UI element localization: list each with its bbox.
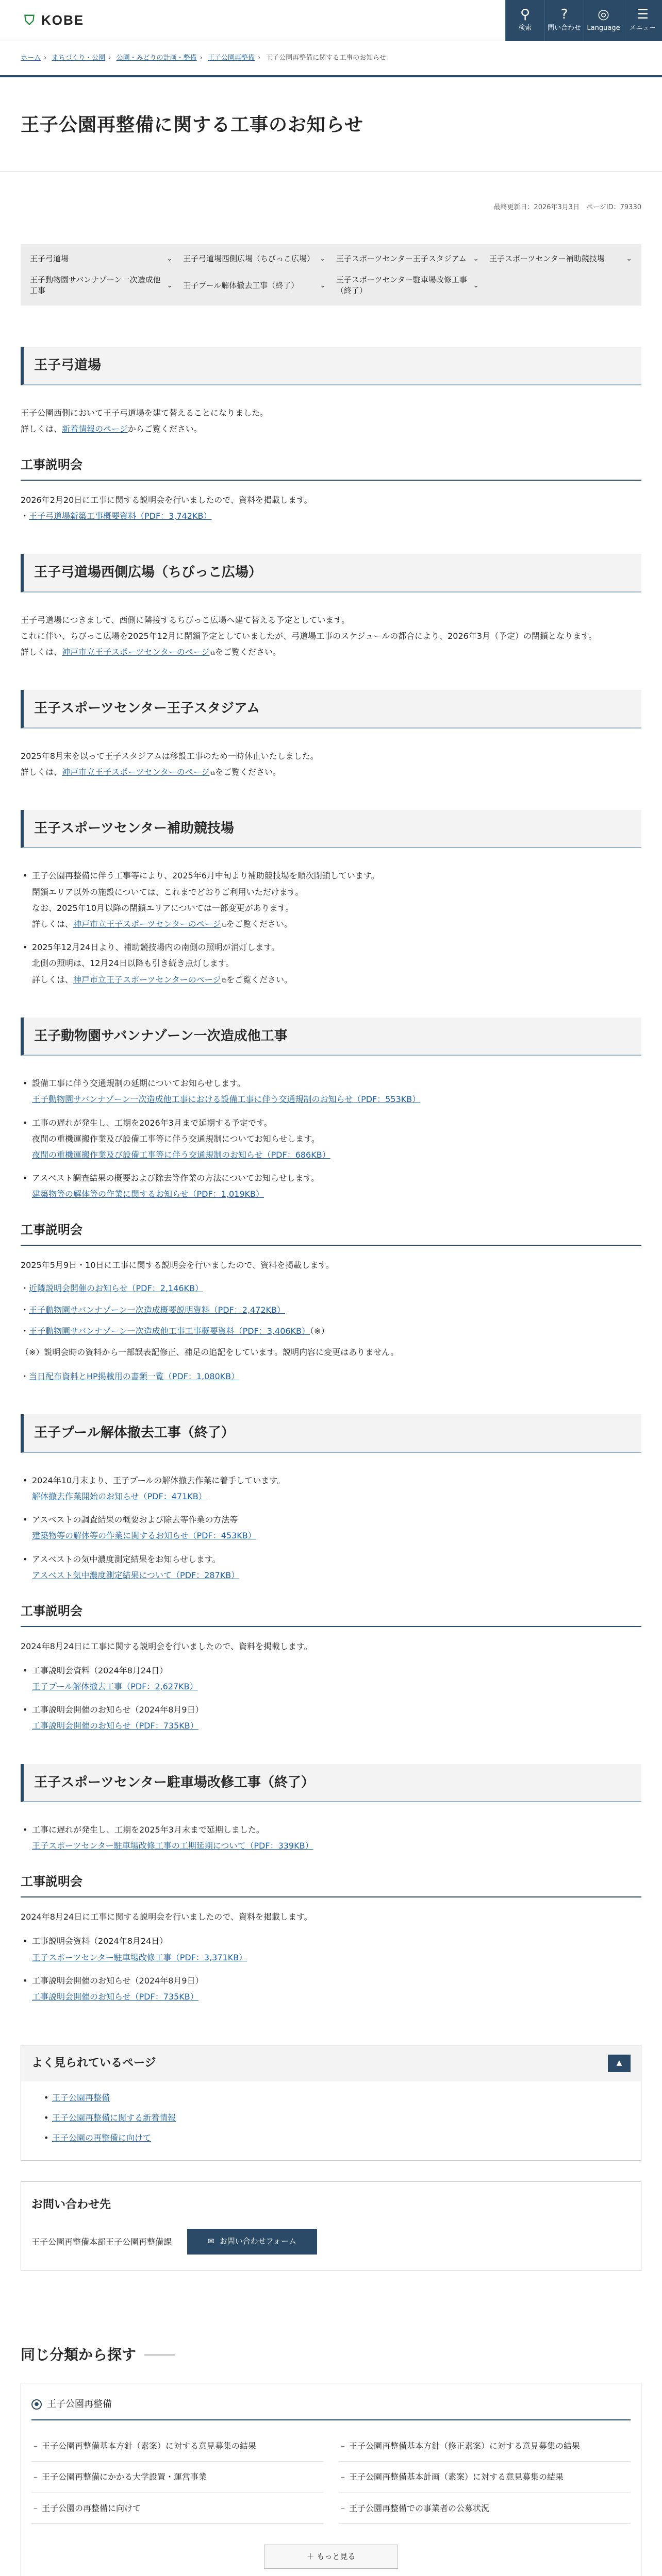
- anchor-link[interactable]: [489, 250, 632, 267]
- section-heading: 王子弓道場西側広場（ちびっこ広場）: [21, 554, 641, 592]
- paragraph: 2025年8月末を以って王子スタジアムは移設工事のため一時休止いたしました。: [21, 751, 319, 761]
- breadcrumb-item[interactable]: ホーム: [21, 54, 41, 62]
- text: [32, 1187, 641, 1201]
- menu-icon: ☰: [636, 7, 649, 23]
- breadcrumb-separator: ›: [200, 54, 203, 62]
- paragraph: 王子弓道場につきまして、西側に隣接するちびっこ広場へ建て替える予定としています。: [21, 615, 350, 625]
- text: [32, 1529, 641, 1543]
- chevron-down-icon: ⌄: [626, 255, 632, 263]
- title-band: [0, 75, 662, 172]
- list-item: [21, 1823, 641, 1853]
- list-item: ・王子動物園サバンナゾーン一次造成概要説明資料（PDF：2,472KB）: [21, 1304, 286, 1315]
- text: をご覧ください。: [215, 647, 282, 657]
- text: [32, 1719, 641, 1733]
- text: • アスベストの気中濃度測定結果をお知らせします。: [32, 1554, 221, 1564]
- text: をご覧ください。: [215, 767, 282, 777]
- title-text: 同じ分類から探す: [21, 2346, 137, 2363]
- section-body: [21, 1910, 641, 2004]
- list-item: [21, 1171, 641, 1201]
- list-item: [21, 869, 641, 931]
- sports-center-link[interactable]: 神戸市立王子スポーツセンターのページ: [62, 767, 210, 777]
- category-name: 王子公園再整備: [47, 2398, 112, 2410]
- text: 詳しくは、: [21, 423, 62, 434]
- paragraph: これに伴い、ちびっこ広場を2025年12月に閉鎖予定としていましたが、弓道場工事のスケジュールの都合により、2026年3月（予定）の閉鎖となります。: [21, 631, 597, 641]
- pdf-link[interactable]: 近隣説明会開催のお知らせ（PDF：2,146KB）: [29, 1283, 203, 1294]
- page-meta: 最終更新日：2026年3月3日 ページID：79330: [493, 204, 641, 212]
- paragraph: 2025年5月9日・10日に工事に関する説明会を行いましたので、資料を掲載します。: [21, 1260, 334, 1270]
- category-heading: [31, 2397, 631, 2421]
- list-item: [42, 2111, 620, 2125]
- search-button[interactable]: [505, 0, 544, 41]
- text: 夜間の重機運搬作業及び設備工事等に伴う交通規制についてお知らせします。: [32, 1133, 320, 1144]
- bullet-list: [21, 1664, 641, 1733]
- text: • 工事の遅れが発生し、工期を2026年3月まで延期する予定です。: [32, 1117, 272, 1128]
- text: [32, 1680, 641, 1693]
- text: • 設備工事に伴う交通規制の延期についてお知らせします。: [32, 1078, 245, 1089]
- link-list: [21, 1281, 641, 1338]
- list-item: [42, 2091, 620, 2105]
- pdf-link[interactable]: 王子弓道場新築工事概要資料（PDF：3,742KB）: [29, 511, 212, 521]
- section-body: [21, 749, 641, 779]
- same-category: [21, 2343, 641, 2576]
- external-link-icon: ⧉: [210, 769, 215, 776]
- note: （※）説明会時の資料から一部誤表記修正、補足の追記をしています。説明内容に変更はありません。: [21, 1347, 399, 1357]
- anchor-label: 王子動物園サバンナゾーン一次造成他工事: [30, 275, 161, 296]
- chevron-down-icon: ⌄: [167, 281, 173, 290]
- chevron-down-icon: ⌄: [167, 255, 173, 263]
- subsection-heading: 工事説明会: [21, 1219, 641, 1246]
- language-label: Language: [587, 24, 620, 32]
- anchor-label: 王子弓道場: [30, 254, 69, 264]
- popular-link[interactable]: 王子公園再整備: [52, 2092, 110, 2103]
- paragraph: 2024年8月24日に工事に関する説明会を行いましたので、資料を掲載します。: [21, 1641, 312, 1651]
- text: [32, 1839, 641, 1853]
- category-icon: ●: [31, 2399, 42, 2410]
- site-logo[interactable]: [21, 9, 84, 31]
- sports-center-link[interactable]: 神戸市立王子スポーツセンターのページ: [73, 974, 221, 985]
- title-divider: [144, 2354, 175, 2355]
- menu-button[interactable]: [623, 0, 662, 41]
- list-item: [21, 940, 641, 987]
- chevron-down-icon: ⌄: [473, 255, 479, 263]
- anchor-link[interactable]: [336, 250, 479, 267]
- text: 詳しくは、: [21, 767, 62, 777]
- text: • 工事説明会開催のお知らせ（2024年8月9日）: [32, 1705, 204, 1715]
- text: • 2024年10月末より、王子プールの解体撤去作業に着手しています。: [32, 1475, 285, 1485]
- section-heading: 王子スポーツセンター駐車場改修工事（終了）: [21, 1764, 641, 1802]
- contact-box: [21, 2181, 641, 2270]
- anchor-label: 王子スポーツセンター補助競技場: [489, 254, 605, 264]
- text: なお、2025年10月以降の閉鎖エリアについては一部変更があります。: [32, 903, 294, 913]
- text: [32, 1990, 641, 2004]
- list-item: [21, 1473, 641, 1503]
- section-body: [21, 1639, 641, 1733]
- site-header: [0, 0, 662, 41]
- text: [32, 1148, 641, 1162]
- chevron-down-icon: ⌄: [320, 281, 326, 290]
- breadcrumb-current: 王子公園再整備に関する工事のお知らせ: [266, 54, 386, 62]
- text: 北側の照明は、12月24日以降も引き続き点灯します。: [32, 958, 234, 969]
- pdf-link[interactable]: 王子スポーツセンター駐車場改修工事（PDF：3,371KB）: [32, 1952, 247, 1962]
- pdf-link[interactable]: 王子スポーツセンター駐車場改修工事の工期延期について（PDF：339KB）: [32, 1841, 313, 1851]
- text: • 2025年12月24日より、補助競技場内の南側の照明が消灯します。: [32, 942, 280, 953]
- pdf-link[interactable]: 解体撤去作業開始のお知らせ（PDF：471KB）: [32, 1491, 207, 1501]
- section-heading: 王子動物園サバンナゾーン一次造成他工事: [21, 1018, 641, 1056]
- text: [32, 917, 641, 931]
- section-heading: 王子スポーツセンター補助競技場: [21, 810, 641, 848]
- popular-header: [21, 2045, 641, 2081]
- anchor-link[interactable]: [30, 250, 173, 267]
- contact-form-button[interactable]: [187, 2229, 317, 2255]
- paragraph: [21, 645, 641, 659]
- anchor-link[interactable]: [183, 272, 326, 299]
- text: 閉鎖エリア以外の施設については、これまでどおりご利用いただけます。: [32, 887, 304, 897]
- logo-text: KOBE: [41, 12, 85, 28]
- chevron-down-icon: ⌄: [473, 281, 479, 290]
- category-link[interactable]: – 王子公園再整備にかかる大学設置・運営事業: [31, 2462, 323, 2493]
- breadcrumb-item[interactable]: まちづくり・公園: [52, 54, 106, 62]
- section-body: [21, 406, 641, 436]
- external-link-icon: ⧉: [222, 921, 226, 928]
- text: • 工事に遅れが発生し、工期を2025年3月末まで延期しました。: [32, 1825, 264, 1835]
- text: （※）: [310, 1326, 329, 1336]
- text: からご覧ください。: [127, 423, 202, 434]
- anchor-label: 王子スポーツセンター王子スタジアム: [336, 254, 467, 264]
- text: [32, 1489, 641, 1503]
- text: • 工事説明会資料（2024年8月24日）: [32, 1936, 168, 1946]
- bullet-list: [21, 1823, 641, 1853]
- pdf-link[interactable]: 当日配布資料とHP掲載用の書類一覧（PDF：1,080KB）: [29, 1371, 240, 1382]
- anchor-label: 王子スポーツセンター駐車場改修工事（終了）: [336, 275, 467, 296]
- category-link[interactable]: – 王子公園再整備基本方針（修正素案）に対する意見募集の結果: [339, 2431, 631, 2462]
- pdf-link[interactable]: 王子動物園サバンナゾーン一次造成他工事における設備工事に伴う交通規制のお知らせ（PDF：553KB）: [32, 1094, 421, 1105]
- section-heading: 王子プール解体撤去工事（終了）: [21, 1414, 641, 1452]
- category-link[interactable]: – 王子公園再整備基本計画（素案）に対する意見募集の結果: [339, 2462, 631, 2493]
- list-item: [21, 1076, 641, 1106]
- category-link[interactable]: – 王子公園の再整備に向けて: [31, 2493, 323, 2524]
- category-links: [31, 2431, 631, 2524]
- pdf-link[interactable]: 工事説明会開催のお知らせ（PDF：735KB）: [32, 1721, 198, 1731]
- chevron-up-icon: ▲: [616, 2058, 622, 2067]
- text: をご覧ください。: [226, 974, 293, 985]
- mail-icon: ✉: [208, 2236, 214, 2246]
- list-item: [21, 1664, 641, 1693]
- breadcrumb: [0, 41, 662, 75]
- contact-row: [31, 2229, 631, 2255]
- news-link[interactable]: 新着情報のページ: [62, 423, 128, 434]
- popular-link[interactable]: 王子公園の再整備に向けて: [52, 2132, 152, 2143]
- text: • 工事説明会資料（2024年8月24日）: [32, 1665, 168, 1675]
- list-item: [21, 1552, 641, 1582]
- breadcrumb-separator: ›: [44, 54, 47, 62]
- menu-label: メニュー: [629, 24, 656, 32]
- bullet-list: [21, 869, 641, 986]
- list-item: [42, 2131, 620, 2145]
- breadcrumb-item[interactable]: 公園・みどりの計画・整備: [116, 54, 197, 62]
- anchor-link[interactable]: [30, 272, 173, 299]
- pdf-link[interactable]: 王子動物園サバンナゾーン一次造成概要説明資料（PDF：2,472KB）: [29, 1304, 286, 1315]
- section-heading: 王子弓道場: [21, 347, 641, 385]
- anchor-link[interactable]: [183, 250, 326, 267]
- list-item: [21, 1703, 641, 1733]
- list-item: [21, 1116, 641, 1162]
- bullet-list: [21, 1934, 641, 2004]
- section-body: [21, 613, 641, 659]
- search-label: 検索: [518, 24, 532, 32]
- contact-button[interactable]: [544, 0, 584, 41]
- text: • 工事説明会開催のお知らせ（2024年8月9日）: [32, 1975, 204, 1986]
- main-content: [0, 202, 662, 2576]
- external-link-icon: ⧉: [210, 649, 215, 657]
- section-heading: 王子スポーツセンター王子スタジアム: [21, 690, 641, 728]
- show-more-button[interactable]: ＋ もっと見る: [264, 2545, 398, 2569]
- section-body: [21, 1258, 641, 1383]
- text: 詳しくは、: [32, 974, 74, 985]
- kobe-mark-icon: ⛉: [24, 12, 35, 28]
- text: • 王子公園再整備に伴う工事等により、2025年6月中旬より補助競技場を順次閉鎖しています。: [32, 871, 379, 881]
- subsection-heading: 工事説明会: [21, 1871, 641, 1897]
- pdf-link[interactable]: 建築物等の解体等の作業に関するお知らせ（PDF：453KB）: [32, 1531, 256, 1541]
- paragraph: ・当日配布資料とHP掲載用の書類一覧（PDF：1,080KB）: [21, 1371, 240, 1382]
- language-button[interactable]: [584, 0, 623, 41]
- paragraph: 2026年2月20日に工事に関する説明会を行いましたので、資料を掲載します。: [21, 495, 312, 505]
- pdf-link[interactable]: アスベスト気中濃度測定結果について（PDF：287KB）: [32, 1570, 240, 1580]
- text: をご覧ください。: [226, 919, 293, 929]
- question-icon: ?: [560, 7, 568, 23]
- pdf-link[interactable]: 王子動物園サバンナゾーン一次造成他工事工事概要資料（PDF：3,406KB）: [29, 1326, 310, 1336]
- text: 詳しくは、: [32, 919, 74, 929]
- bullet-list: [21, 1473, 641, 1582]
- list-item: [21, 1513, 641, 1543]
- button-label: お問い合わせフォーム: [219, 2236, 296, 2246]
- anchor-label: 王子弓道場西側広場（ちびっこ広場）: [183, 254, 315, 264]
- chevron-down-icon: ⌄: [320, 255, 326, 263]
- search-icon: ⚲: [520, 7, 531, 23]
- subsection-heading: 工事説明会: [21, 1601, 641, 1627]
- category-section-title: [21, 2343, 641, 2367]
- list-item: [21, 1934, 641, 1964]
- globe-icon: ◎: [598, 7, 609, 23]
- anchor-link[interactable]: [336, 272, 479, 299]
- paragraph: ・王子弓道場新築工事概要資料（PDF：3,742KB）: [21, 511, 212, 521]
- text: [32, 1951, 641, 1964]
- collapse-button[interactable]: [608, 2055, 631, 2072]
- list-item: ・近隣説明会開催のお知らせ（PDF：2,146KB）: [21, 1283, 203, 1294]
- category-link[interactable]: – 王子公園再整備基本方針（素案）に対する意見募集の結果: [31, 2431, 323, 2462]
- department-name: 王子公園再整備本部王子公園再整備課: [31, 2236, 172, 2247]
- breadcrumb-separator: ›: [108, 54, 111, 62]
- subsection-heading: 工事説明会: [21, 454, 641, 481]
- paragraph: 2024年8月24日に工事に関する説明会を行いましたので、資料を掲載します。: [21, 1912, 312, 1922]
- popular-pages: [21, 2045, 641, 2161]
- popular-link[interactable]: 王子公園再整備に関する新着情報: [52, 2112, 176, 2123]
- page-title: 王子公園再整備に関する工事のお知らせ: [21, 114, 363, 136]
- paragraph: [21, 422, 641, 436]
- list-item: [21, 1974, 641, 2004]
- breadcrumb-separator: ›: [257, 54, 261, 62]
- contact-label: 問い合わせ: [547, 24, 581, 32]
- breadcrumb-item[interactable]: 王子公園再整備: [207, 54, 255, 62]
- pdf-link[interactable]: 工事説明会開催のお知らせ（PDF：735KB）: [32, 1991, 198, 2002]
- text: [32, 1568, 641, 1582]
- text: [32, 973, 641, 987]
- popular-list: [21, 2081, 641, 2161]
- header-buttons: [505, 0, 662, 41]
- external-link-icon: ⧉: [222, 976, 226, 984]
- contact-title: お問い合わせ先: [31, 2198, 111, 2212]
- category-link[interactable]: – 王子公園再整備での事業者の公募状況: [339, 2493, 631, 2524]
- paragraph: 王子公園西側において王子弓道場を建て替えることになりました。: [21, 408, 269, 418]
- sports-center-link[interactable]: 神戸市立王子スポーツセンターのページ: [62, 647, 210, 657]
- text: [32, 1092, 641, 1106]
- sports-center-link[interactable]: 神戸市立王子スポーツセンターのページ: [73, 919, 221, 929]
- pdf-link[interactable]: 夜間の重機運搬作業及び設備工事等に伴う交通規制のお知らせ（PDF：686KB）: [32, 1149, 330, 1160]
- list-item: ・王子動物園サバンナゾーン一次造成他工事工事概要資料（PDF：3,406KB）（※）: [21, 1326, 329, 1336]
- bullet-list: [21, 1076, 641, 1201]
- pdf-link[interactable]: 建築物等の解体等の作業に関するお知らせ（PDF：1,019KB）: [32, 1189, 264, 1199]
- section-body: [21, 493, 641, 523]
- anchor-nav: [21, 244, 641, 306]
- text: • アスベストの調査結果の概要および除去等作業の方法等: [32, 1515, 238, 1525]
- category-box: [21, 2383, 641, 2576]
- popular-title: よく見られているページ: [31, 2057, 156, 2070]
- pdf-link[interactable]: 王子プール解体撤去工事（PDF：2,627KB）: [32, 1682, 198, 1692]
- paragraph: [21, 765, 641, 779]
- anchor-label: 王子プール解体撤去工事（終了）: [183, 280, 299, 290]
- text: 詳しくは、: [21, 647, 62, 657]
- text: • アスベスト調査結果の概要および除去等作業の方法についてお知らせします。: [32, 1173, 320, 1183]
